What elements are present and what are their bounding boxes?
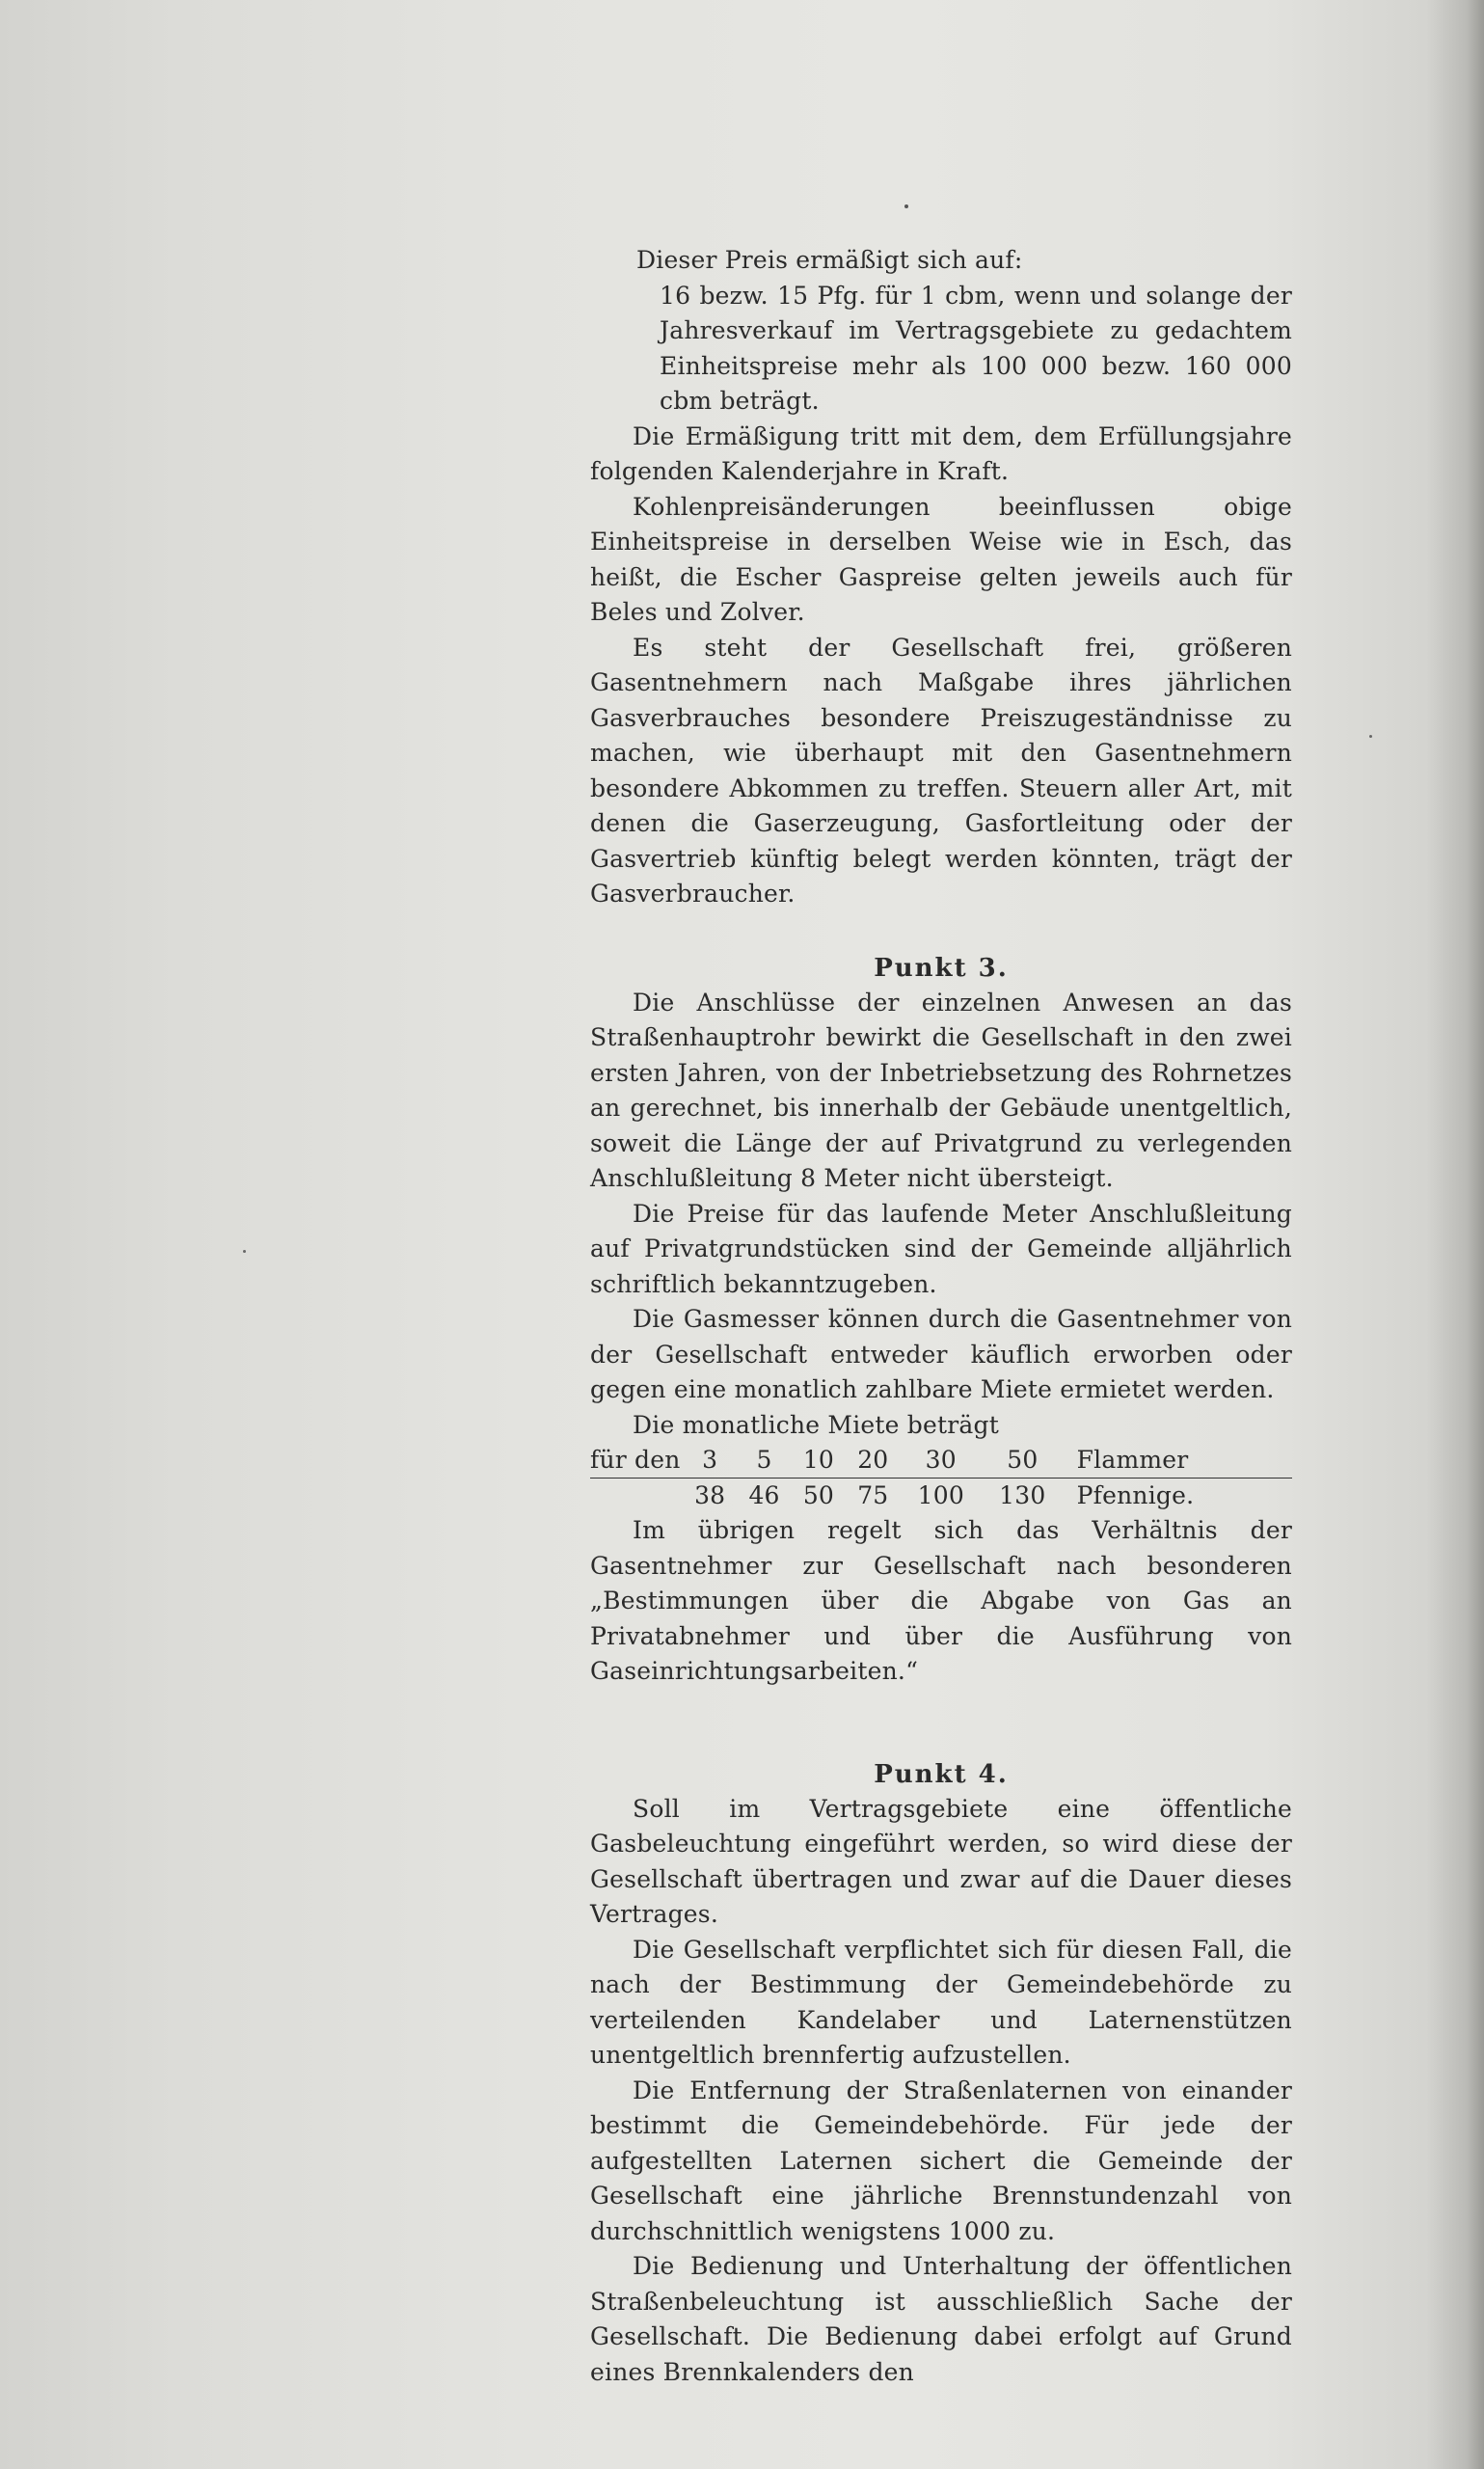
paragraph-candelabra: Die Gesellschaft verpflichtet sich für diesen Fall, die nach der Bestimmung der Gemeindebehörde zu verteilenden Kandelaber und Laternenstützen unentgeltlich brennfertig aufzustellen.: [590, 1935, 1292, 2069]
ink-speck: [243, 1250, 246, 1253]
table-cell: 100: [917, 1481, 964, 1509]
ink-speck: [1369, 735, 1372, 738]
paragraph-concessions-taxes: Es steht der Gesellschaft frei, größeren Gasentnehmern nach Maßgabe ihres jährlichen Gasverbrauches besondere Preiszugeständnisse zu machen, wie überhaupt mit den Gasentnehmern besondere Abkommen zu treffen. Steuern aller Art, mit denen die Gaserzeugung, Gasfortleitung oder der Gasvertrieb künftig belegt werden könnten, trägt der Gasverbraucher.: [590, 633, 1292, 908]
section-heading-punkt-3: Punkt 3.: [874, 953, 1009, 983]
table-cell: 46: [748, 1481, 780, 1509]
table-cell: 5: [737, 1443, 791, 1479]
paragraph-coal-price: Kohlenpreisänderungen beeinflussen obige Einheitspreise in derselben Weise wie in Esch, das heißt, die Escher Gaspreise gelten jeweils auch für Beles und Zolver.: [590, 492, 1292, 626]
paragraph-price-reduction-intro: Dieser Preis ermäßigt sich auf:: [636, 246, 1023, 274]
table-cell: Pfennige.: [1076, 1481, 1195, 1509]
paragraph-price-reduction-detail: 16 bezw. 15 Pfg. für 1 cbm, wenn und solange der Jahresverkauf im Vertragsgebiete zu gedachtem Einheitspreise mehr als 100 000 bezw. 160 000 cbm beträgt.: [660, 281, 1292, 415]
table-cell: 20: [846, 1443, 900, 1479]
table-cell: 50: [982, 1443, 1064, 1479]
paragraph-reduction-effective: Die Ermäßigung tritt mit dem, dem Erfüllungsjahre folgenden Kalenderjahre in Kraft.: [590, 421, 1292, 485]
paragraph-gas-meters: Die Gasmesser können durch die Gasentnehmer von der Gesellschaft entweder käuflich erworben oder gegen eine monatlich zahlbare Miete ermietet werden.: [590, 1305, 1292, 1403]
ink-dot: [904, 204, 908, 208]
document-column: [590, 243, 1292, 2390]
table-cell: 50: [802, 1481, 835, 1509]
table-cell: [590, 1479, 683, 1514]
page-edge-shadow: [1426, 0, 1484, 2469]
table-row-flames: [590, 1443, 1292, 1479]
paragraph-meter-prices: Die Preise für das laufende Meter Anschlußleitung auf Privatgrundstücken sind der Gemeinde alljährlich schriftlich bekanntzugeben.: [590, 1199, 1292, 1298]
paragraph-rent-intro: Die monatliche Miete beträgt: [633, 1410, 999, 1439]
table-row-prices: [590, 1479, 1292, 1514]
table-cell: 10: [792, 1443, 846, 1479]
table-cell: für den: [590, 1443, 683, 1479]
paragraph-operation: Die Bedienung und Unterhaltung der öffentlichen Straßenbeleuchtung ist ausschließlich Sache der Gesellschaft. Die Bedienung dabei erfolgt auf Grund eines Brennkalenders den: [590, 2252, 1292, 2386]
paragraph-public-lighting: Soll im Vertragsgebiete eine öffentliche Gasbeleuchtung eingeführt werden, so wird diese der Gesellschaft übertragen und zwar auf die Dauer dieses Vertrages.: [590, 1794, 1292, 1928]
table-cell: 3: [683, 1443, 737, 1479]
table-cell: 38: [694, 1481, 726, 1509]
rent-table: [590, 1443, 1292, 1513]
table-cell: 30: [901, 1443, 983, 1479]
table-cell: 130: [999, 1481, 1046, 1509]
paragraph-connections: Die Anschlüsse der einzelnen Anwesen an das Straßenhauptrohr bewirkt die Gesellschaft in den zwei ersten Jahren, von der Inbetriebsetzung des Rohrnetzes an gerechnet, bis innerhalb der Gebäude unentgeltlich, soweit die Länge der auf Privatgrund zu verlegenden Anschlußleitung 8 Meter nicht übersteigt.: [590, 988, 1292, 1192]
paragraph-relationship: Im übrigen regelt sich das Verhältnis der Gasentnehmer zur Gesellschaft nach besonderen „Bestimmungen über die Abgabe von Gas an Privatabnehmer und über die Ausführung von Gaseinrichtungsarbeiten.“: [590, 1516, 1292, 1685]
section-heading-punkt-4: Punkt 4.: [874, 1759, 1009, 1789]
paragraph-lantern-distance: Die Entfernung der Straßenlaternen von einander bestimmt die Gemeindebehörde. Für jede der aufgestellten Laternen sichert die Gemeinde der Gesellschaft eine jährliche Brennstundenzahl von durchschnittlich wenigstens 1000 zu.: [590, 2076, 1292, 2245]
table-cell: 75: [857, 1481, 889, 1509]
table-cell: Flammer: [1064, 1443, 1292, 1479]
